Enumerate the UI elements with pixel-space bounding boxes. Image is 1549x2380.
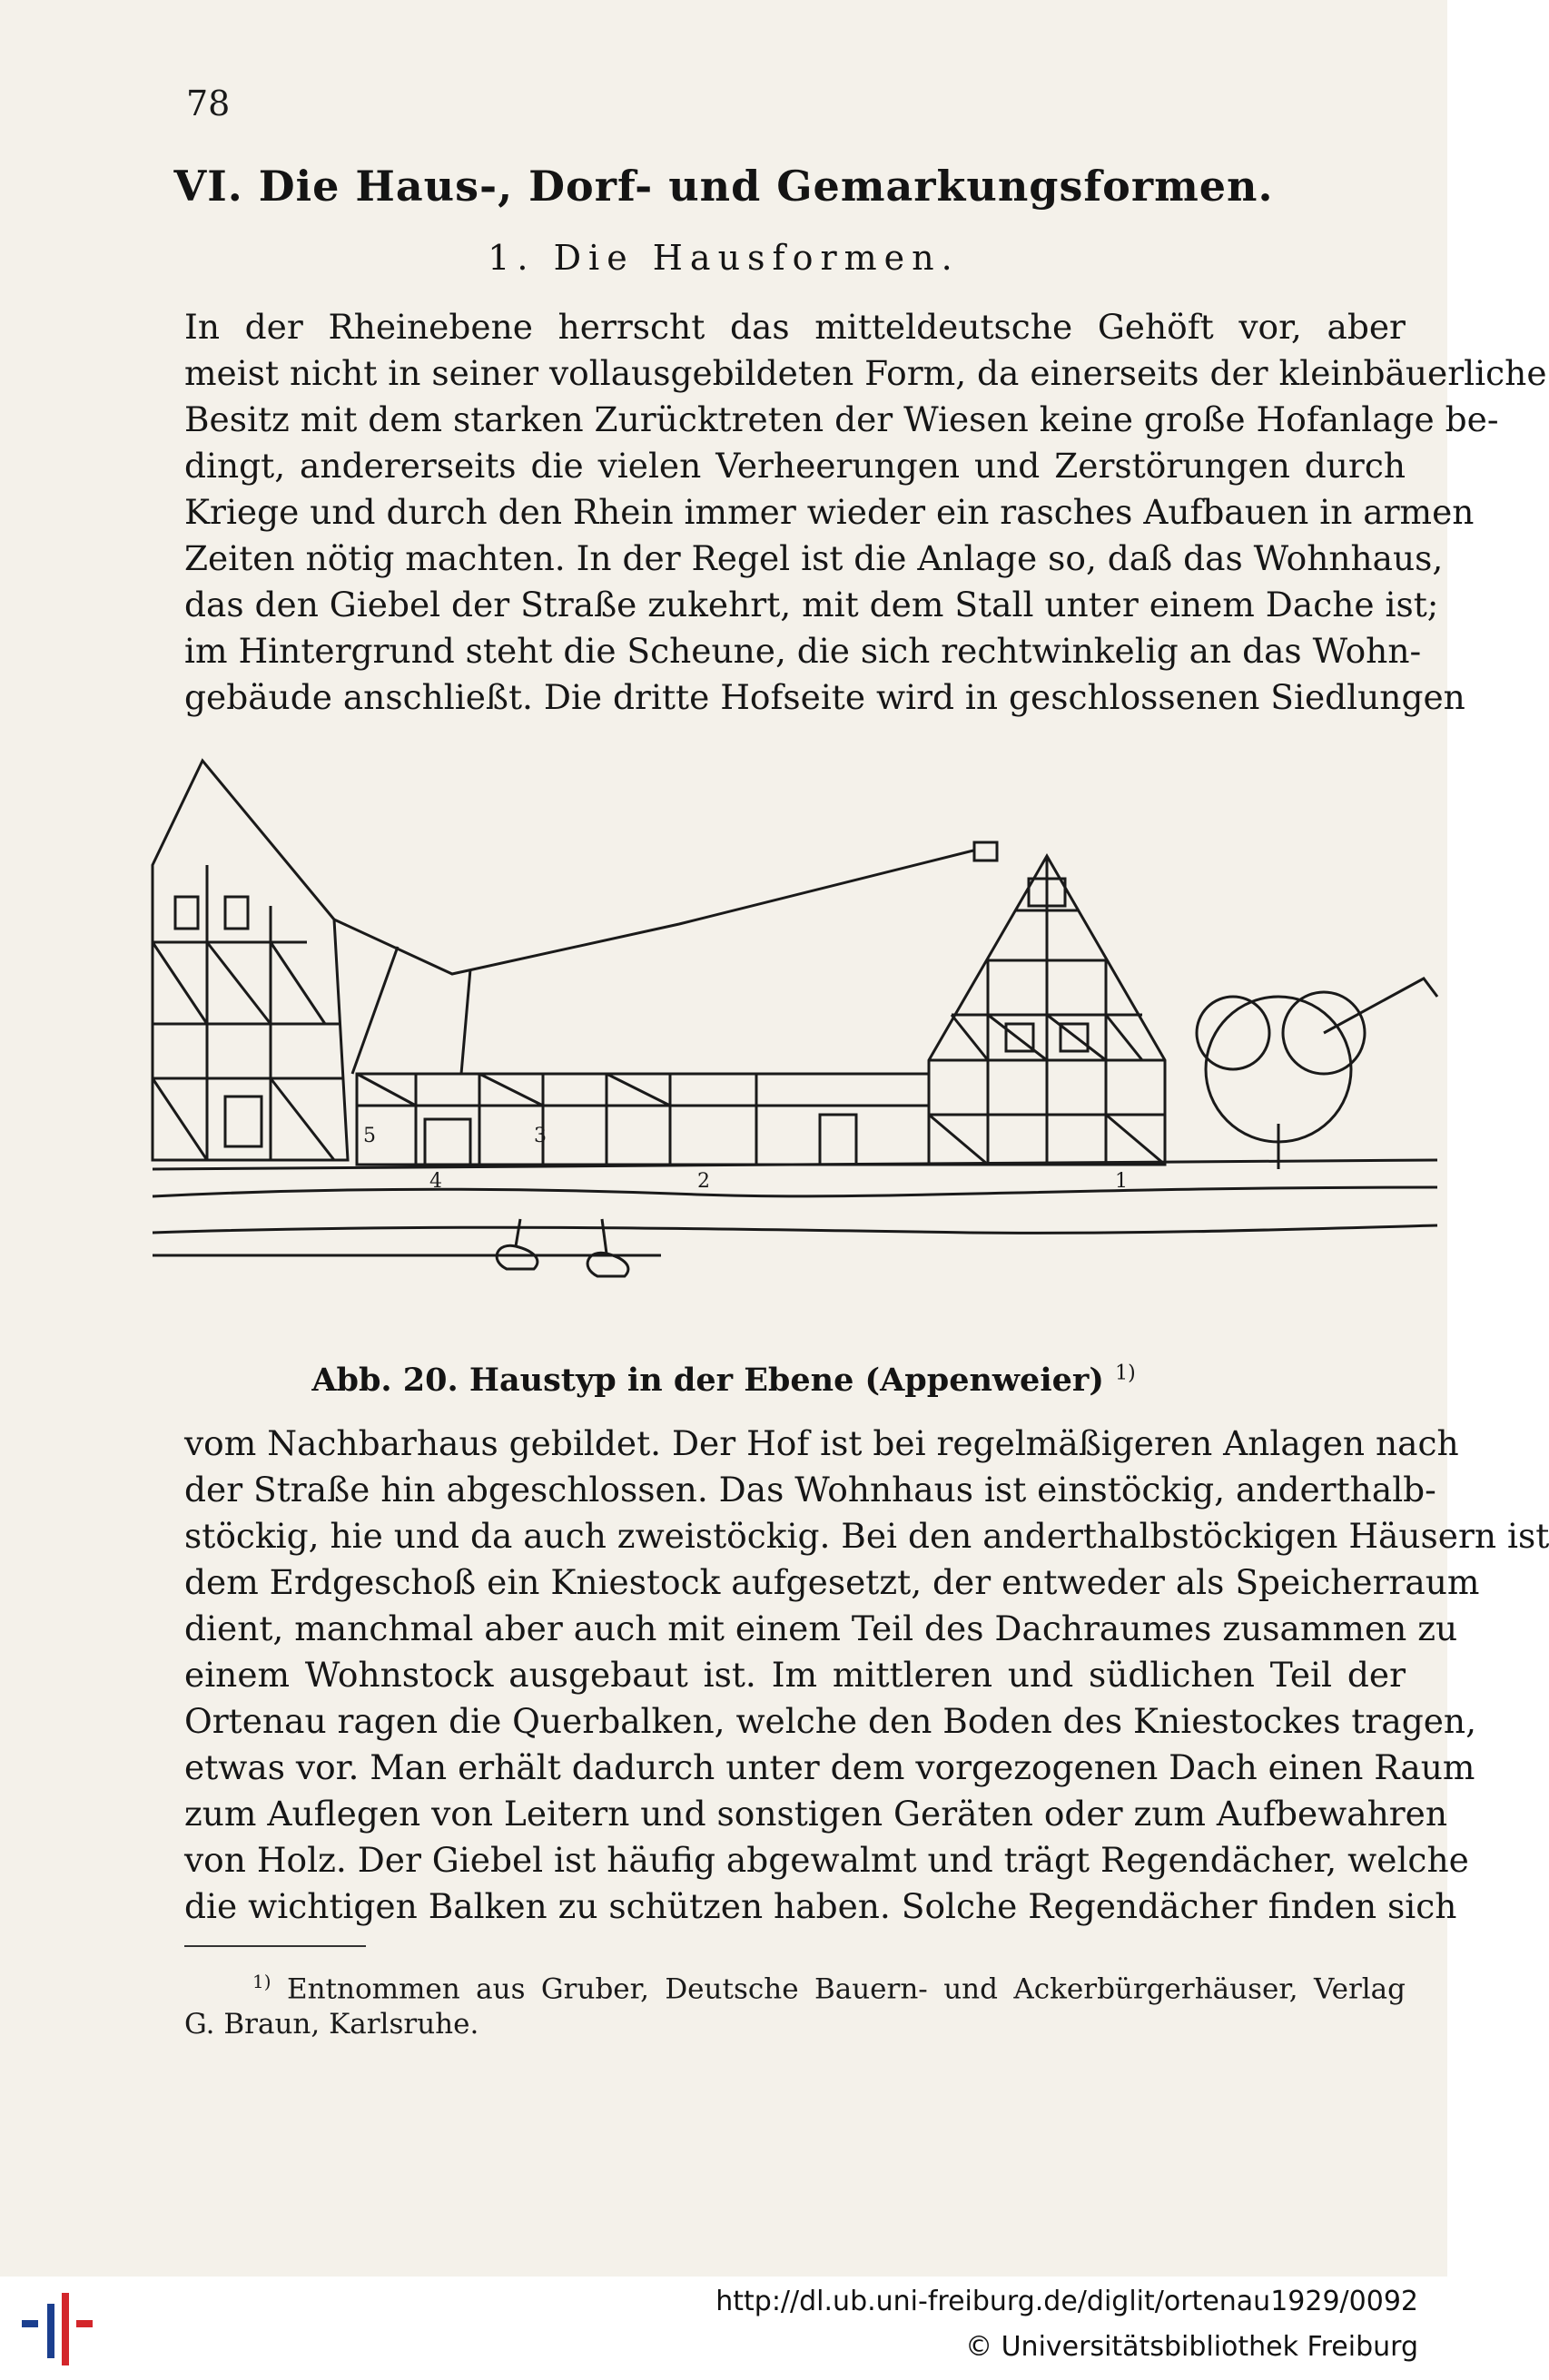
figure-label-4: 4 <box>429 1170 442 1193</box>
text-line: dem Erdgeschoß ein Kniestock aufgesetzt, der entweder als Speicherraum <box>184 1562 1480 1602</box>
figure-caption <box>0 1362 1447 1399</box>
text-line: Ortenau ragen die Querbalken, welche den Boden des Kniestockes tragen, <box>184 1701 1476 1741</box>
footnote-line <box>184 1961 1406 2006</box>
text-line: In der Rheinebene herrscht das mitteldeutsche Gehöft vor, aber <box>184 307 1406 347</box>
text-line: gebäude anschließt. Die dritte Hofseite wird in geschlossenen Siedlungen <box>184 677 1465 717</box>
caption-text: Abb. 20. Haustyp in der Ebene (Appenweier) <box>311 1362 1104 1399</box>
text-line: dient, manchmal aber auch mit einem Teil des Dachraumes zusammen zu <box>184 1608 1458 1648</box>
page-number: 78 <box>186 84 231 123</box>
farmhouse-illustration <box>153 761 1437 1287</box>
text-line: einem Wohnstock ausgebaut ist. Im mittleren und südlichen Teil der <box>184 1655 1406 1695</box>
text-line: etwas vor. Man erhält dadurch unter dem vorgezogenen Dach einen Raum <box>184 1747 1475 1787</box>
source-url-link[interactable]: http://dl.ub.uni-freiburg.de/diglit/ortenau1929/0092 <box>715 2286 1418 2317</box>
text-line: meist nicht in seiner vollausgebildeten Form, da einerseits der kleinbäuerliche <box>184 353 1547 393</box>
footnote-text: Entnommen aus Gruber, Deutsche Bauern- und Ackerbürgerhäuser, Verlag <box>286 1972 1406 2006</box>
caption-footnote-marker: 1) <box>1115 1362 1136 1385</box>
paragraph-1 <box>184 304 1547 721</box>
figure-label-2: 2 <box>697 1170 710 1193</box>
text-line: Zeiten nötig machten. In der Regel ist die Anlage so, daß das Wohnhaus, <box>184 538 1444 578</box>
figure-label-1: 1 <box>1115 1170 1128 1193</box>
text-line: Besitz mit dem starken Zurücktreten der Wiesen keine große Hofanlage be- <box>184 399 1499 439</box>
figure-label-5: 5 <box>363 1125 376 1147</box>
text-line: im Hintergrund steht die Scheune, die sich rechtwinkelig an das Wohn- <box>184 631 1422 671</box>
text-line: der Straße hin abgeschlossen. Das Wohnhaus ist einstöckig, anderthalb- <box>184 1470 1436 1510</box>
footnote <box>184 1961 1406 2046</box>
copyright-notice: © Universitätsbibliothek Freiburg <box>965 2331 1418 2363</box>
text-line: das den Giebel der Straße zukehrt, mit dem Stall unter einem Dache ist; <box>184 585 1439 625</box>
chapter-title: VI. Die Haus-, Dorf- und Gemarkungsformen. <box>173 162 1274 211</box>
text-line: stöckig, hie und da auch zweistöckig. Bei den anderthalbstöckigen Häusern ist <box>184 1516 1549 1556</box>
text-line: zum Auflegen von Leitern und sonstigen Geräten oder zum Aufbewahren <box>184 1794 1448 1834</box>
text-line: vom Nachbarhaus gebildet. Der Hof ist bei regelmäßigeren Anlagen nach <box>184 1423 1459 1463</box>
text-line: von Holz. Der Giebel ist häufig abgewalmt und trägt Regendächer, welche <box>184 1840 1469 1880</box>
text-line: die wichtigen Balken zu schützen haben. Solche Regendächer finden sich <box>184 1886 1457 1926</box>
section-title: 1. Die Hausformen. <box>488 238 960 278</box>
footnote-line: G. Braun, Karlsruhe. <box>184 2008 479 2041</box>
text-line: dingt, andererseits die vielen Verheerungen und Zerstörungen durch <box>184 446 1406 486</box>
figure-label-3: 3 <box>534 1125 547 1147</box>
footnote-divider <box>184 1945 366 1947</box>
library-logo-icon <box>18 2286 100 2373</box>
text-line: Kriege und durch den Rhein immer wieder ein rasches Aufbauen in armen <box>184 492 1475 532</box>
paragraph-2 <box>184 1421 1549 1930</box>
footnote-marker: 1) <box>252 1971 271 1992</box>
